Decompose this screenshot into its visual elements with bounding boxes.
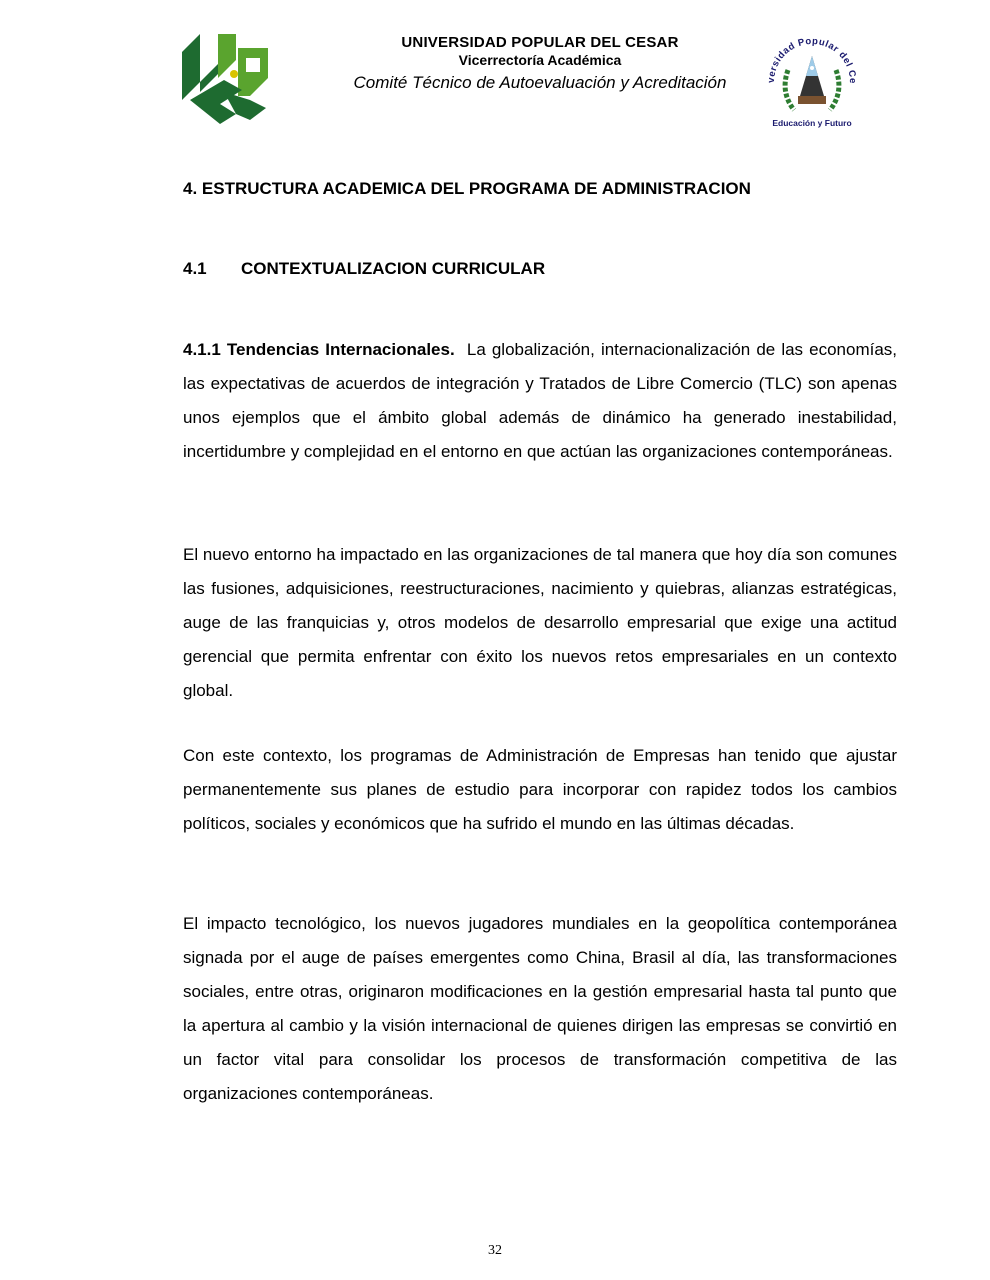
svg-text:Educación y Futuro: Educación y Futuro — [772, 118, 852, 128]
university-name: UNIVERSIDAD POPULAR DEL CESAR — [401, 34, 679, 51]
upc-logo — [180, 30, 272, 126]
vice-rectory: Vicerrectoría Académica — [458, 52, 622, 68]
subsection-number: 4.1 — [183, 259, 207, 278]
paragraph-3: Con este contexto, los programas de Administración de Empresas han tenido que ajustar permanentemente sus planes de estudio para incorporar con rapidez todos los cambios políticos, sociales y económicos que ha sufrido el mundo en las últimas décadas. — [183, 746, 897, 833]
section-title: 4. ESTRUCTURA ACADEMICA DEL PROGRAMA DE ADMINISTRACION — [183, 179, 751, 198]
subsection-title: CONTEXTUALIZACION CURRICULAR — [241, 259, 546, 278]
paragraph-4: El impacto tecnológico, los nuevos jugadores mundiales en la geopolítica contemporánea signada por el auge de países emergentes como China, Brasil al día, las transformaciones sociales, entre otras, originaron modificaciones en la gestión empresarial hasta tal punto que la apertura al cambio y la visión internacional de quienes dirigen las empresas se convirtió en un factor vital para consolidar los procesos de transformación competitiva de las organizaciones contemporáneas. — [183, 914, 897, 1103]
paragraph-1-text: La globalización, internacionalización de las economías, las expectativas de acuerdos de integración y Tratados de Libre Comercio (TLC) son apenas unos ejemplos que el ámbito global además de dinámico ha generado inestabilidad, incertidumbre y complejidad en el entorno en que actúan las organizaciones contemporáneas. — [183, 340, 898, 461]
paragraph-2: El nuevo entorno ha impactado en las organizaciones de tal manera que hoy día son comunes las fusiones, adquisiciones, reestructuraciones, nacimiento y quiebras, alianzas estratégicas, auge de las franquicias y, otros modelos de desarrollo empresarial que exige una actitud gerencial que permita enfrentar con éxito los nuevos retos empresariales en un contexto global. — [183, 545, 897, 700]
committee-name: Comité Técnico de Autoevaluación y Acreditación — [353, 73, 727, 92]
page-number: 32 — [488, 1243, 502, 1258]
subsection-heading — [183, 259, 545, 279]
university-seal-logo — [760, 30, 864, 130]
svg-text:Universidad Popular del Cesar: versidad Popular del Ce — [765, 35, 859, 85]
paragraph-1-heading: 4.1.1 Tendencias Internacionales. — [183, 340, 455, 359]
document-header — [300, 34, 780, 95]
paragraph-1 — [183, 333, 897, 469]
